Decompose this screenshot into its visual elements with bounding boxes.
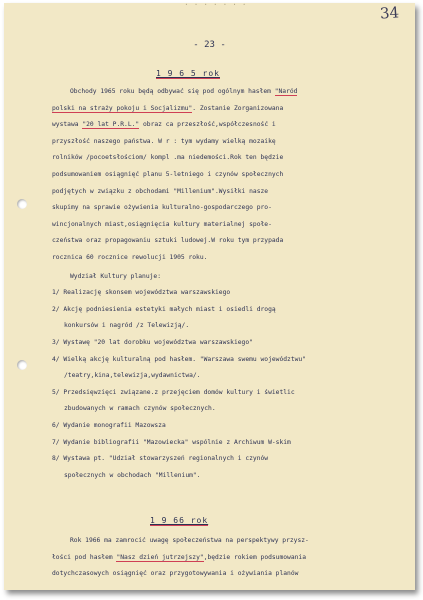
plan-item: 1/ Realizację skonsem województwa warszawskiego [52,289,231,297]
heading-1966: 1 9 66 rok [150,516,209,525]
line-text: Obchody 1965 roku będą odbywać się pod ogólnym hasłem [70,88,275,95]
red-underlined-phrase: "Nasz dzień jutrzejszy" [116,553,204,561]
line-text: Rok 1966 ma zamrocić uwagę społeczeństwa na perspektywy przysz- [70,537,309,544]
line-text: rolników /pocoetsłościom/ kompl .ma niedemości.Rok ten będzie [52,154,284,162]
text-line [52,103,407,115]
line-text: wystawa [52,121,83,129]
text-line [52,119,407,131]
plan-item: 6/ Wydanie monografii Mazowsza [52,422,166,429]
folio-number: 34 [379,3,400,23]
text-line [70,535,415,547]
line-text: podsumowaniem osiągnięć planu 5-letniego i czynów społecznych [52,171,284,178]
heading-1965: 1 9 6 5 rok [156,69,220,78]
plan-item-continuation: zbudowanych w ramach czynów społecznych. [64,405,216,413]
page-number: - 23 - [193,40,226,50]
line-text: wincjonalnych miast,osiągnięcia kultury materialnej społe- [52,220,272,228]
text-line [52,235,407,247]
line-text: rocznica 60 rocznice rewolucji 1905 roku. [52,254,208,261]
punch-hole-bottom [17,360,27,370]
plan-item: 7/ Wydanie bibliografii "Mazowiecka" wspólnie z Archiwum W-skim [52,438,291,446]
red-underlined-phrase: "Naród [274,88,298,95]
text-line [52,552,407,564]
plan-item: 5/ Przedsięwzięci związane.z przejęciem domów kultury i świetlic [52,388,295,396]
punch-hole-top [17,199,27,209]
line-text: ,będzie rokiem podsumowania [203,553,307,561]
line-text: przyszłość naszego państwa. W r : tym wydamy wielką mozaikę [52,137,276,145]
line-text: skupimy na sprawie ożywienia kulturalno-gospodarczego pro- [52,204,272,212]
text-line [70,86,415,98]
line-text: obraz ca przeszłość,współczesność i [139,121,276,129]
text-line [52,252,407,264]
plans-label: Wydział Kultury planuje: [70,272,161,280]
text-line [52,152,407,164]
plan-item-continuation: społecznych w obchodach "Millenium". [64,471,201,479]
top-edge-fragment: · · · · · · · [184,3,247,9]
document-page [4,3,415,590]
red-underlined-phrase: polski na straży pokoju i Socjalizmu" [52,104,193,112]
text-line [52,136,407,148]
plan-item: 4/ Wielką akcję kulturalną pod hasłem. "Warszawa swemu województwu" [52,355,307,363]
plan-item-continuation: konkursów i nagród /z Telewizją/. [64,322,190,330]
line-text: podjętych w związku z obchodami "Millenium".Wysiłki nasze [52,187,269,195]
line-text: łości pod hasłem [52,553,117,561]
line-text: czeństwa oraz propagowaniu sztuki ludowej.W roku tym przypada [52,237,284,245]
plan-item: 2/ Akcję podniesienia estetyki małych miast i osiedli drogą [52,305,276,313]
line-text: . Zostanie Zorganizowana [192,104,284,112]
plan-item-continuation: /teatry,kina,telewizja,wydawnictwa/. [64,372,201,380]
text-line [52,568,407,580]
plan-item: 3/ Wystawę "20 lat dorobku województwa warszawskiego" [52,339,253,346]
red-underlined-phrase: "20 lat P.R.L." [82,121,140,129]
text-line [52,186,407,198]
plan-item: 8/ Wystawa pt. "Udział stowarzyszeń regionalnych i czynów [52,455,269,463]
text-line [52,219,407,231]
text-line [52,202,407,214]
text-line [52,169,407,181]
line-text: dotychczasowych osiągnięć oraz przygotowywania i ożywiania planów [52,570,299,578]
